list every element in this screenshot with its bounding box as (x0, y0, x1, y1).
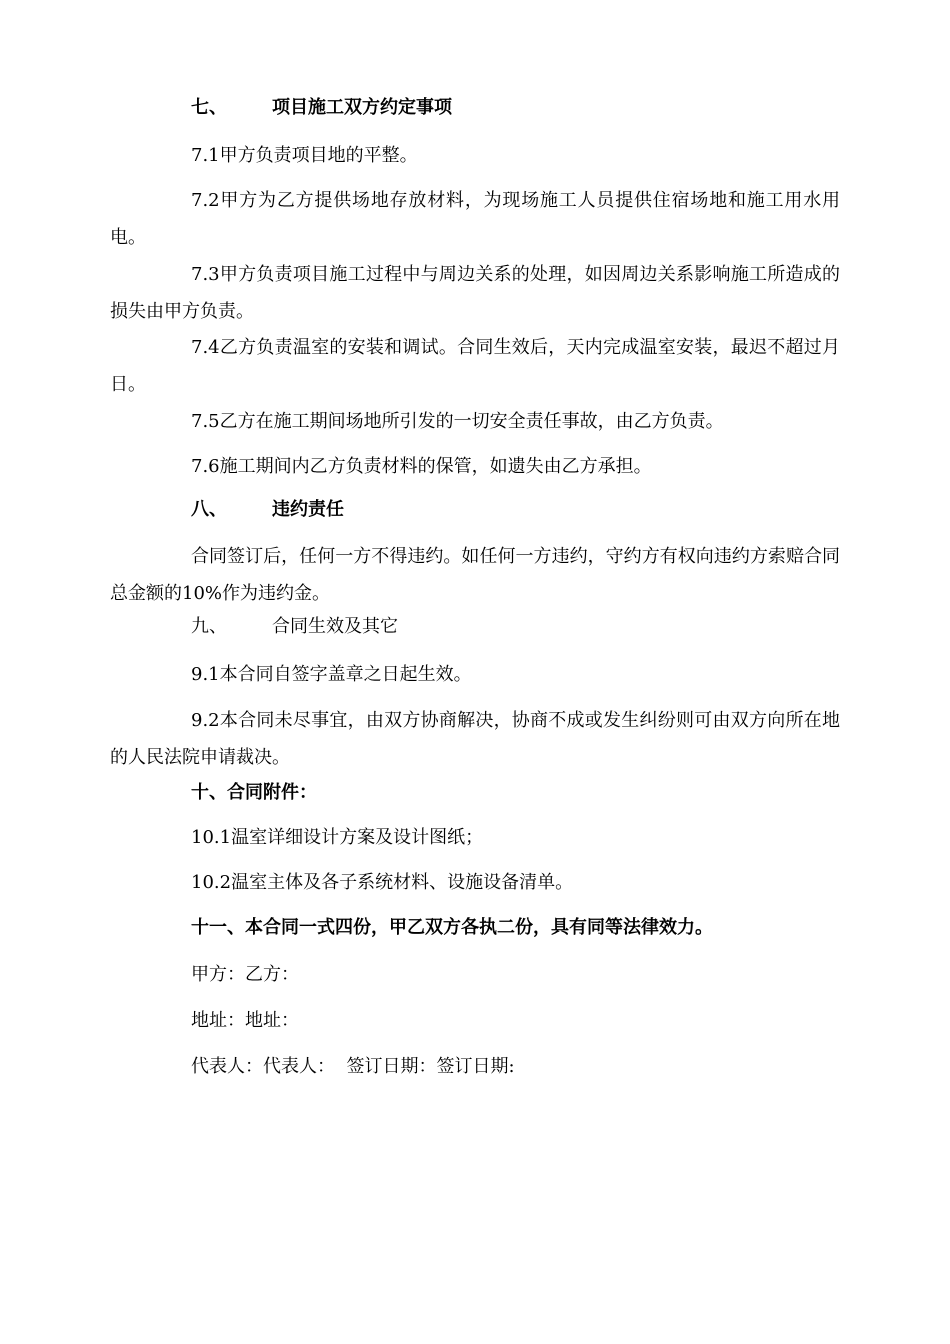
clause-7-1: 7.1甲方负责项目地的平整。 (191, 145, 418, 166)
section-11-heading: 十一、本合同一式四份，甲乙双方各执二份，具有同等法律效力。 (191, 917, 713, 938)
clause-10-2: 10.2温室主体及各子系统材料、设施设备清单。 (191, 872, 574, 893)
section-8-title: 违约责任 (272, 499, 344, 520)
section-8-number: 八、 (191, 499, 227, 520)
signature-representative-date: 代表人：代表人： 签订日期：签订日期: (191, 1056, 515, 1077)
section-7-heading (191, 96, 452, 120)
clause-7-3: 7.3甲方负责项目施工过程中与周边关系的处理，如因周边关系影响施工所造成的损失由甲方负责。 (110, 264, 840, 322)
section-7-title: 项目施工双方约定事项 (272, 97, 452, 118)
clause-8-1: 合同签订后，任何一方不得违约。如任何一方违约，守约方有权向违约方索赔合同总金额的10%作为违约金。 (110, 546, 840, 604)
clause-7-2: 7.2甲方为乙方提供场地存放材料，为现场施工人员提供住宿场地和施工用水用电。 (110, 190, 840, 248)
clause-7-6: 7.6施工期间内乙方负责材料的保管，如遗失由乙方承担。 (191, 456, 652, 477)
clause-9-2: 9.2本合同未尽事宜，由双方协商解决，协商不成或发生纠纷则可由双方向所在地的人民法院申请裁决。 (110, 710, 840, 768)
clause-9-1: 9.1本合同自签字盖章之日起生效。 (191, 664, 472, 685)
section-9-title: 合同生效及其它 (272, 616, 398, 637)
section-10-heading: 十、合同附件： (191, 782, 317, 803)
section-7-number: 七、 (191, 97, 227, 118)
section-9-heading (191, 615, 398, 639)
signature-address: 地址：地址： (191, 1010, 299, 1031)
clause-10-1: 10.1温室详细设计方案及设计图纸； (191, 827, 484, 848)
section-9-number: 九、 (191, 616, 227, 637)
clause-7-4: 7.4乙方负责温室的安装和调试。合同生效后，天内完成温室安装，最迟不超过月 日。 (110, 337, 840, 395)
clause-7-5: 7.5乙方在施工期间场地所引发的一切安全责任事故，由乙方负责。 (191, 411, 724, 432)
signature-parties: 甲方：乙方： (191, 964, 299, 985)
section-8-heading (191, 498, 344, 522)
